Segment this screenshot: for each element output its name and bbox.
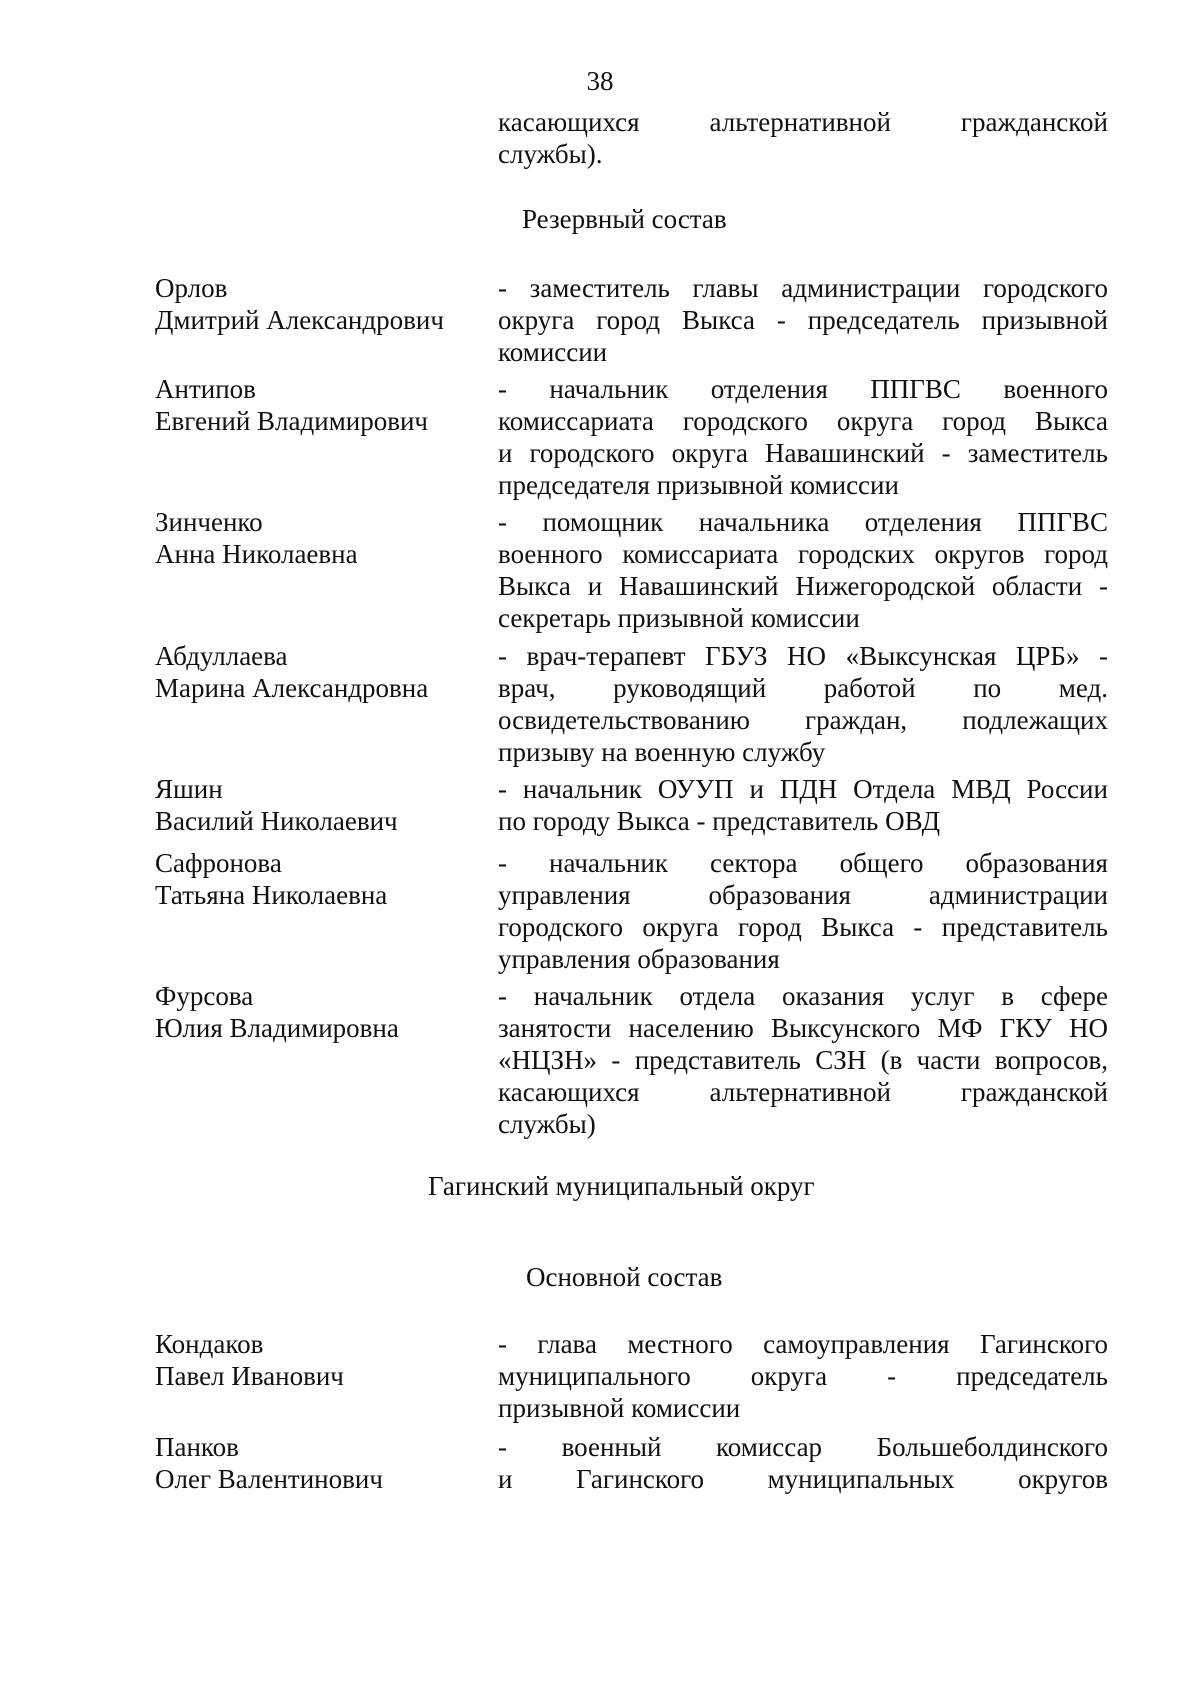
member-name xyxy=(155,1328,485,1392)
continuation-line: службы). xyxy=(498,139,603,169)
member-given-names: Татьяна Николаевна xyxy=(155,880,388,910)
member-given-names: Дмитрий Александрович xyxy=(155,305,444,335)
member-given-names: Марина Александровна xyxy=(155,673,429,703)
member-role-line: - врач-терапевт ГБУЗ НО «Выксунская ЦРБ» - xyxy=(498,641,1108,671)
member-name xyxy=(155,1431,485,1495)
reserve-heading: Резервный состав xyxy=(522,204,727,234)
member-role-line: муниципального округа - председатель xyxy=(498,1361,1108,1391)
member-surname: Зинченко xyxy=(155,507,263,537)
member-name xyxy=(155,980,485,1044)
member-role-line: - военный комиссар Большеболдинского xyxy=(498,1432,1108,1462)
member-role-line: управления образования администрации xyxy=(498,880,1108,910)
member-role-line: управления образования xyxy=(498,944,780,974)
member-role-line: Выкса и Навашинский Нижегородской области - xyxy=(498,571,1108,601)
member-name xyxy=(155,773,485,837)
member-role-line: освидетельствованию граждан, подлежащих xyxy=(498,705,1108,735)
member-name xyxy=(155,373,485,437)
member-given-names: Евгений Владимирович xyxy=(155,406,429,436)
member-role xyxy=(498,506,1108,634)
member-surname: Панков xyxy=(155,1432,239,1462)
member-role-line: призыву на военную службу xyxy=(498,737,826,767)
member-given-names: Анна Николаевна xyxy=(155,539,358,569)
continuation-text xyxy=(498,106,1108,170)
member-surname: Яшин xyxy=(155,774,223,804)
member-surname: Сафронова xyxy=(155,848,282,878)
member-surname: Орлов xyxy=(155,273,228,303)
member-role-line: - начальник ОУУП и ПДН Отдела МВД России xyxy=(498,774,1108,804)
member-surname: Кондаков xyxy=(155,1329,264,1359)
member-role xyxy=(498,1328,1108,1424)
member-role xyxy=(498,1431,1108,1495)
district-heading: Гагинский муниципальный округ xyxy=(428,1171,815,1201)
page-number: 38 xyxy=(586,66,614,96)
member-role-line: занятости населению Выксунского МФ ГКУ НО xyxy=(498,1013,1108,1043)
member-role-line: - начальник отдела оказания услуг в сфере xyxy=(498,981,1108,1011)
member-role xyxy=(498,272,1108,368)
member-name xyxy=(155,506,485,570)
member-given-names: Павел Иванович xyxy=(155,1361,344,1391)
main-heading: Основной состав xyxy=(526,1262,723,1292)
member-role-line: «НЦЗН» - представитель СЗН (в части вопросов, xyxy=(498,1045,1108,1075)
member-role-line: врач, руководящий работой по мед. xyxy=(498,673,1108,703)
member-role xyxy=(498,980,1108,1140)
member-role-line: - начальник сектора общего образования xyxy=(498,848,1108,878)
member-role-line: по городу Выкса - представитель ОВД xyxy=(498,806,941,836)
member-role-line: председателя призывной комиссии xyxy=(498,470,899,500)
member-role-line: и городского округа Навашинский - заместитель xyxy=(498,438,1108,468)
member-role-line: - глава местного самоуправления Гагинского xyxy=(498,1329,1108,1359)
member-name xyxy=(155,272,485,336)
member-surname: Абдуллаева xyxy=(155,641,288,671)
member-name xyxy=(155,847,485,911)
member-role-line: городского округа город Выкса - представитель xyxy=(498,912,1108,942)
member-role xyxy=(498,847,1108,975)
member-given-names: Юлия Владимировна xyxy=(155,1013,399,1043)
member-role xyxy=(498,773,1108,837)
member-role-line: округа город Выкса - председатель призывной xyxy=(498,305,1108,335)
continuation-line: касающихся альтернативной гражданской xyxy=(498,107,1108,137)
member-role-line: комиссариата городского округа город Выкса xyxy=(498,406,1108,436)
member-role-line: и Гагинского муниципальных округов xyxy=(498,1464,1108,1494)
member-role-line: - начальник отделения ППГВС военного xyxy=(498,374,1108,404)
member-role xyxy=(498,640,1108,768)
member-given-names: Василий Николаевич xyxy=(155,806,398,836)
member-role-line: - заместитель главы администрации городского xyxy=(498,273,1108,303)
member-role-line: военного комиссариата городских округов город xyxy=(498,539,1108,569)
member-name xyxy=(155,640,485,704)
member-given-names: Олег Валентинович xyxy=(155,1464,383,1494)
member-role-line: касающихся альтернативной гражданской xyxy=(498,1077,1108,1107)
member-surname: Фурсова xyxy=(155,981,254,1011)
member-role-line: службы) xyxy=(498,1109,596,1139)
member-surname: Антипов xyxy=(155,374,256,404)
member-role xyxy=(498,373,1108,501)
member-role-line: комиссии xyxy=(498,337,608,367)
member-role-line: секретарь призывной комиссии xyxy=(498,603,860,633)
member-role-line: призывной комиссии xyxy=(498,1393,741,1423)
member-role-line: - помощник начальника отделения ППГВС xyxy=(498,507,1108,537)
